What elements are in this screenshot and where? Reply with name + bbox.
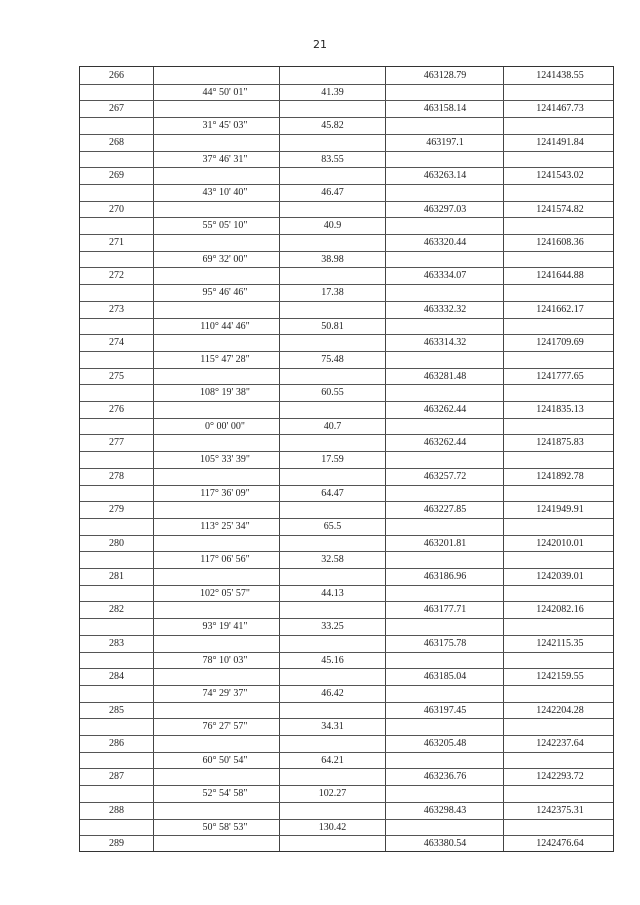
direction-angle: 50° 58' 53": [202, 822, 248, 833]
segment-length: 38.98: [321, 254, 344, 265]
y-coordinate: 1241467.73: [536, 103, 584, 114]
direction-angle: 0° 00' 00": [205, 421, 245, 432]
direction-angle: 69° 32' 00": [202, 254, 248, 265]
y-coordinate: 1241644.88: [536, 270, 584, 281]
x-coordinate: 463263.14: [423, 170, 467, 181]
y-coordinate: 1242115.35: [536, 638, 584, 649]
y-coordinate: 1242039.01: [536, 571, 584, 582]
point-number: 282: [109, 604, 124, 615]
y-coordinate: 1242159.55: [536, 671, 584, 682]
direction-angle: 60° 50' 54": [202, 755, 248, 766]
segment-length: 40.9: [323, 220, 342, 231]
point-number: 268: [109, 137, 124, 148]
segment-length: 17.59: [321, 454, 344, 465]
x-coordinate: 463158.14: [423, 103, 467, 114]
x-coordinate: 463177.71: [423, 604, 467, 615]
point-number: 273: [109, 304, 124, 315]
segment-length: 50.81: [321, 321, 344, 332]
y-coordinate: 1242010.01: [536, 538, 584, 549]
segment-length: 60.55: [321, 387, 344, 398]
direction-angle: 55° 05' 10": [202, 220, 248, 231]
segment-length: 34.31: [321, 721, 344, 732]
y-coordinate: 1242476.64: [536, 838, 584, 849]
segment-length: 17.38: [321, 287, 344, 298]
x-coordinate: 463281.48: [423, 371, 467, 382]
direction-angle: 113° 25' 34": [200, 521, 250, 532]
direction-angle: 44° 50' 01": [202, 87, 248, 98]
y-coordinate: 1242082.16: [536, 604, 584, 615]
x-coordinate: 463205.48: [423, 738, 467, 749]
segment-length: 45.82: [321, 120, 344, 131]
segment-length: 32.58: [321, 554, 344, 565]
segment-length: 130.42: [318, 822, 347, 833]
direction-angle: 93° 19' 41": [202, 621, 248, 632]
x-coordinate: 463332.32: [423, 304, 467, 315]
segment-length: 45.16: [321, 655, 344, 666]
x-coordinate: 463298.43: [423, 805, 467, 816]
x-coordinate: 463197.1: [426, 137, 464, 148]
point-number: 277: [109, 437, 124, 448]
direction-angle: 31° 45' 03": [202, 120, 248, 131]
direction-angle: 78° 10' 03": [202, 655, 248, 666]
y-coordinate: 1241709.69: [536, 337, 584, 348]
segment-length: 46.47: [321, 187, 344, 198]
point-number: 266: [109, 70, 124, 81]
x-coordinate: 463227.85: [423, 504, 467, 515]
direction-angle: 115° 47' 28": [200, 354, 250, 365]
segment-length: 83.55: [321, 154, 344, 165]
segment-length: 64.21: [321, 755, 344, 766]
direction-angle: 117° 36' 09": [200, 488, 250, 499]
x-coordinate: 463186.96: [423, 571, 467, 582]
y-coordinate: 1241662.17: [536, 304, 584, 315]
point-number: 274: [109, 337, 124, 348]
direction-angle: 37° 46' 31": [202, 154, 248, 165]
point-number: 275: [109, 371, 124, 382]
y-coordinate: 1241892.78: [536, 471, 584, 482]
segment-length: 33.25: [321, 621, 344, 632]
direction-angle: 117° 06' 56": [200, 554, 250, 565]
segment-length: 41.39: [321, 87, 344, 98]
direction-angle: 43° 10' 40": [202, 187, 248, 198]
y-coordinate: 1241949.91: [536, 504, 584, 515]
point-number: 284: [109, 671, 124, 682]
segment-length: 65.5: [323, 521, 342, 532]
direction-angle: 76° 27' 57": [202, 721, 248, 732]
direction-angle: 110° 44' 46": [200, 321, 250, 332]
direction-angle: 95° 46' 46": [202, 287, 248, 298]
point-number: 281: [109, 571, 124, 582]
point-number: 287: [109, 771, 124, 782]
point-number: 267: [109, 103, 124, 114]
segment-length: 64.47: [321, 488, 344, 499]
point-number: 288: [109, 805, 124, 816]
point-number: 285: [109, 705, 124, 716]
x-coordinate: 463201.81: [423, 538, 467, 549]
direction-angle: 102° 05' 57": [200, 588, 250, 599]
direction-angle: 108° 19' 38": [200, 387, 250, 398]
y-coordinate: 1242237.64: [536, 738, 584, 749]
point-number: 271: [109, 237, 124, 248]
y-coordinate: 1242204.28: [536, 705, 584, 716]
x-coordinate: 463236.76: [423, 771, 467, 782]
x-coordinate: 463334.07: [423, 270, 467, 281]
direction-angle: 74° 29' 37": [202, 688, 248, 699]
point-number: 280: [109, 538, 124, 549]
x-coordinate: 463257.72: [423, 471, 467, 482]
x-coordinate: 463197.45: [423, 705, 467, 716]
y-coordinate: 1241491.84: [536, 137, 584, 148]
point-number: 270: [109, 204, 124, 215]
point-number: 276: [109, 404, 124, 415]
y-coordinate: 1241608.36: [536, 237, 584, 248]
direction-angle: 105° 33' 39": [200, 454, 250, 465]
point-number: 272: [109, 270, 124, 281]
x-coordinate: 463175.78: [423, 638, 467, 649]
point-number: 286: [109, 738, 124, 749]
x-coordinate: 463262.44: [423, 404, 467, 415]
y-coordinate: 1241835.13: [536, 404, 584, 415]
y-coordinate: 1241574.82: [536, 204, 584, 215]
segment-length: 44.13: [321, 588, 344, 599]
y-coordinate: 1241875.83: [536, 437, 584, 448]
point-number: 283: [109, 638, 124, 649]
segment-length: 40.7: [323, 421, 342, 432]
segment-length: 46.42: [321, 688, 344, 699]
y-coordinate: 1242375.31: [536, 805, 584, 816]
point-number: 289: [109, 838, 124, 849]
direction-angle: 52° 54' 58": [202, 788, 248, 799]
x-coordinate: 463297.03: [423, 204, 467, 215]
y-coordinate: 1241438.55: [536, 70, 584, 81]
x-coordinate: 463128.79: [423, 70, 467, 81]
x-coordinate: 463262.44: [423, 437, 467, 448]
x-coordinate: 463320.44: [423, 237, 467, 248]
y-coordinate: 1242293.72: [536, 771, 584, 782]
point-number: 278: [109, 471, 124, 482]
segment-length: 102.27: [318, 788, 347, 799]
y-coordinate: 1241777.65: [536, 371, 584, 382]
point-number: 269: [109, 170, 124, 181]
segment-length: 75.48: [321, 354, 344, 365]
x-coordinate: 463185.04: [423, 671, 467, 682]
point-number: 279: [109, 504, 124, 515]
x-coordinate: 463314.32: [423, 337, 467, 348]
page-number: 21: [313, 38, 327, 51]
coordinate-table: [79, 66, 614, 852]
x-coordinate: 463380.54: [423, 838, 467, 849]
y-coordinate: 1241543.02: [536, 170, 584, 181]
